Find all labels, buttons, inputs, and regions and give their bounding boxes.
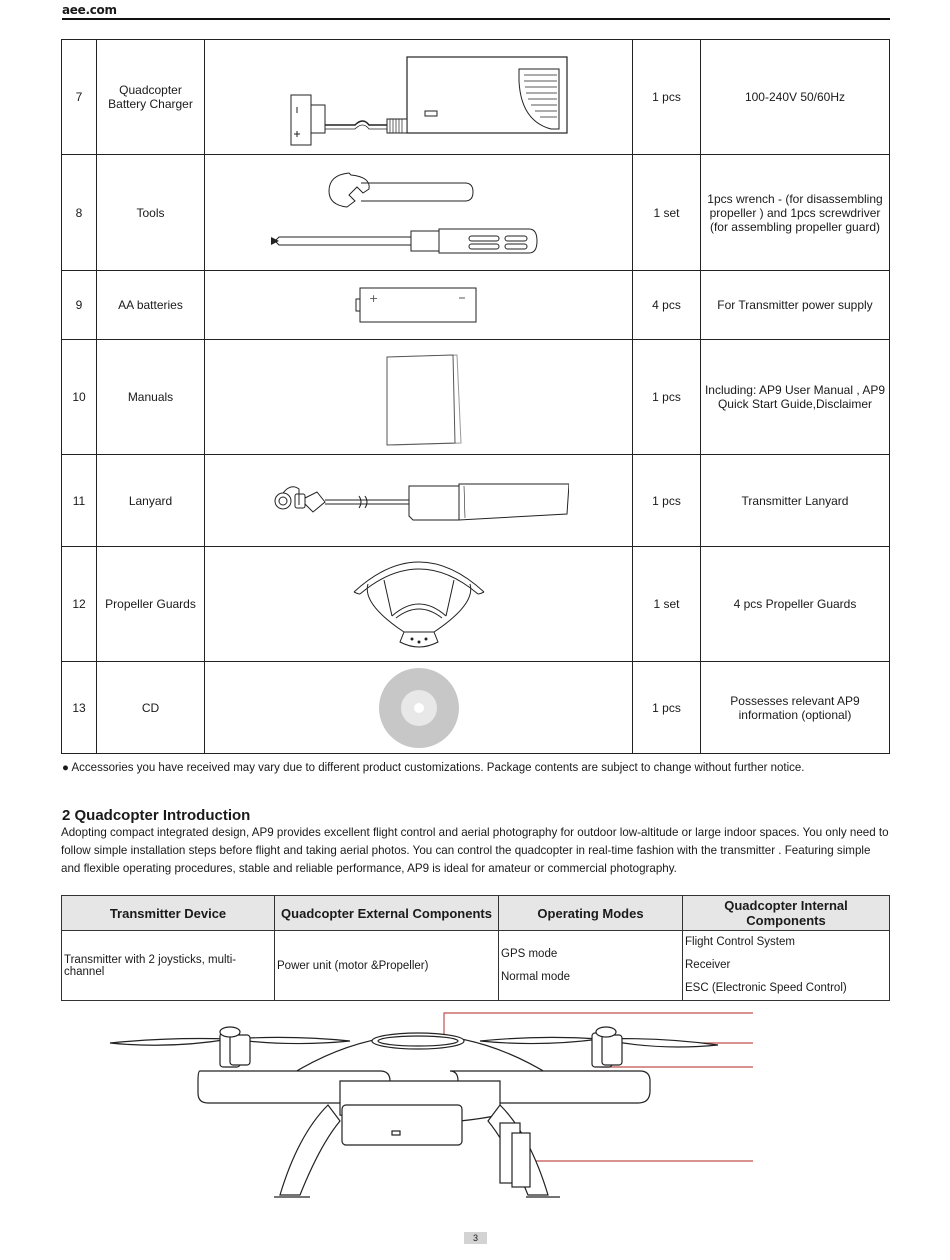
accessories-note: ● Accessories you have received may vary due to different product customizations. Package contents are subject to change without further notice. xyxy=(62,762,805,774)
item-number: 12 xyxy=(62,547,97,662)
battery-icon xyxy=(205,271,633,340)
quadcopter-diagram xyxy=(60,1005,760,1205)
item-name: Quadcopter Battery Charger xyxy=(97,40,205,155)
column-header: Quadcopter External Components xyxy=(275,896,499,931)
internal-components-cell xyxy=(683,931,890,1001)
internal-item: Flight Control System xyxy=(685,936,795,948)
item-name: Lanyard xyxy=(97,455,205,547)
table-row xyxy=(62,40,890,155)
item-name: Propeller Guards xyxy=(97,547,205,662)
propeller-guard-icon xyxy=(205,547,633,662)
table-row xyxy=(62,455,890,547)
item-number: 10 xyxy=(62,340,97,455)
table-row xyxy=(62,662,890,754)
accessories-table xyxy=(61,39,890,754)
table-row xyxy=(62,340,890,455)
page-number: 3 xyxy=(464,1232,487,1244)
page-header xyxy=(62,4,890,20)
item-quantity: 1 set xyxy=(633,547,701,662)
table-row xyxy=(62,155,890,271)
lanyard-icon xyxy=(205,455,633,547)
item-note: For Transmitter power supply xyxy=(701,271,890,340)
site-name: aee.com xyxy=(62,3,117,17)
item-note: 100-240V 50/60Hz xyxy=(701,40,890,155)
table-row xyxy=(62,931,890,1001)
item-note: Transmitter Lanyard xyxy=(701,455,890,547)
charger-icon xyxy=(205,40,633,155)
item-name: AA batteries xyxy=(97,271,205,340)
item-quantity: 1 set xyxy=(633,155,701,271)
table-row xyxy=(62,547,890,662)
item-quantity: 1 pcs xyxy=(633,340,701,455)
svg-text:+: + xyxy=(368,292,378,305)
column-header: Transmitter Device xyxy=(62,896,275,931)
item-name: Manuals xyxy=(97,340,205,455)
external-components-cell: Power unit (motor &Propeller) xyxy=(275,931,499,1001)
mode-item: GPS mode xyxy=(501,947,558,960)
section-intro: Adopting compact integrated design, AP9 provides excellent flight control and aerial photography for outdoor low-altitude or large indoor spaces. You only need to follow simple installation steps before flight and taking aerial photos. You can control the quadcopter in real-time fashion with the transmitter . Featuring simple and flexible operating procedures, stable and reliable performance, AP9 is ideal for amateur or commercial photography. xyxy=(61,826,889,875)
column-header: Quadcopter Internal Components xyxy=(683,896,890,931)
transmitter-device-cell: Transmitter with 2 joysticks, multi-channel xyxy=(62,931,275,1001)
item-number: 9 xyxy=(62,271,97,340)
item-quantity: 1 pcs xyxy=(633,662,701,754)
components-table xyxy=(61,895,890,1001)
item-number: 11 xyxy=(62,455,97,547)
item-number: 13 xyxy=(62,662,97,754)
item-note: Possesses relevant AP9 information (optional) xyxy=(701,662,890,754)
item-note: 4 pcs Propeller Guards xyxy=(701,547,890,662)
item-quantity: 1 pcs xyxy=(633,455,701,547)
operating-modes-cell xyxy=(499,931,683,1001)
tools-icon xyxy=(205,155,633,271)
mode-item: Normal mode xyxy=(501,970,571,983)
cd-icon xyxy=(205,662,633,754)
table-row xyxy=(62,271,890,340)
manual-icon xyxy=(205,340,633,455)
table-header-row xyxy=(62,896,890,931)
item-quantity: 1 pcs xyxy=(633,40,701,155)
item-note: Including: AP9 User Manual , AP9 Quick Start Guide,Disclaimer xyxy=(701,340,890,455)
item-name: Tools xyxy=(97,155,205,271)
item-number: 8 xyxy=(62,155,97,271)
item-number: 7 xyxy=(62,40,97,155)
section-title: 2 Quadcopter Introduction xyxy=(62,807,251,824)
internal-item: ESC (Electronic Speed Control) xyxy=(685,982,847,994)
internal-item: Receiver xyxy=(685,959,731,971)
column-header: Operating Modes xyxy=(499,896,683,931)
item-quantity: 4 pcs xyxy=(633,271,701,340)
item-note: 1pcs wrench - (for disassembling propeller ) and 1pcs screwdriver (for assembling propeller guard) xyxy=(701,155,890,271)
item-name: CD xyxy=(97,662,205,754)
